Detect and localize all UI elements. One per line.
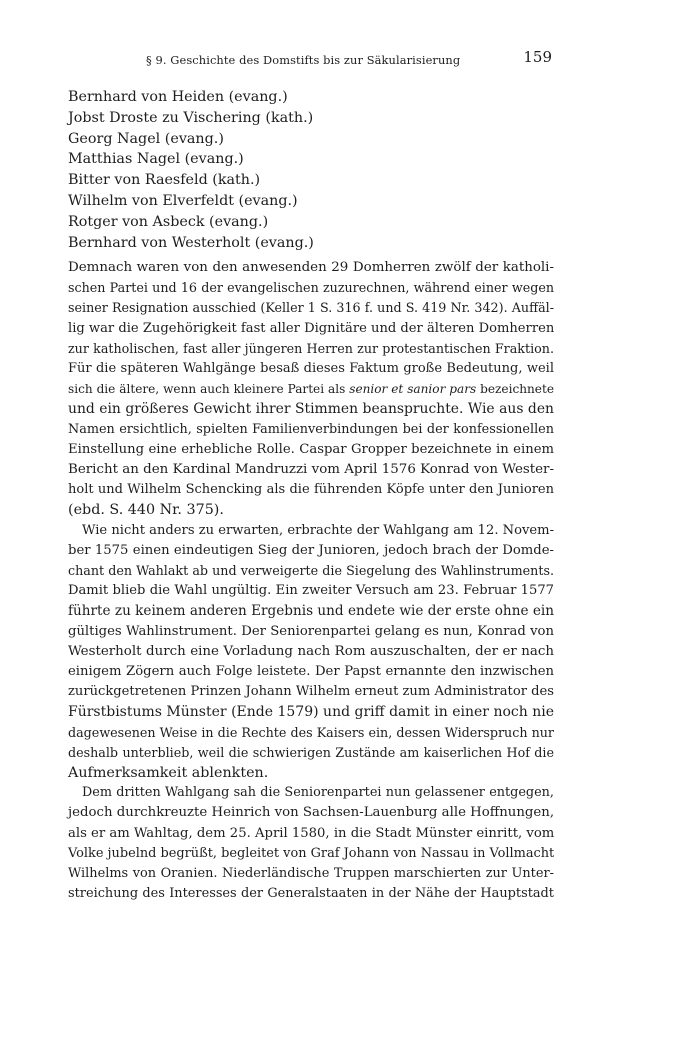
text-line: dagewesenen Weise in die Rechte des Kaisers ein, dessen Widerspruch nur bbox=[68, 724, 554, 740]
list-item: Bitter von Raesfeld (kath.) bbox=[68, 172, 261, 189]
latin-phrase: senior et sanior pars bbox=[349, 382, 477, 397]
list-item: Matthias Nagel (evang.) bbox=[68, 151, 244, 168]
text-line: zurückgetretenen Prinzen Johann Wilhelm erneut zum Administrator des bbox=[68, 684, 554, 700]
body-text bbox=[68, 258, 554, 905]
list-item: Georg Nagel (evang.) bbox=[68, 130, 224, 147]
text-line: schen Partei und 16 der evangelischen zuzurechnen, während einer wegen bbox=[68, 280, 554, 296]
text-line: Für die späteren Wahlgänge besaß dieses Faktum große Bedeutung, weil bbox=[68, 361, 554, 377]
text-line: Westerholt durch eine Vorladung nach Rom auszuschalten, der er nach bbox=[68, 643, 554, 659]
text-line: Bericht an den Kardinal Mandruzzi vom April 1576 Konrad von Wester- bbox=[68, 462, 554, 478]
list-item: Wilhelm von Elverfeldt (evang.) bbox=[68, 192, 298, 209]
running-header bbox=[68, 48, 554, 70]
text-line: Einstellung eine erhebliche Rolle. Caspar Gropper bezeichnete in einem bbox=[68, 441, 554, 457]
paragraph bbox=[68, 258, 554, 521]
text-line: und ein größeres Gewicht ihrer Stimmen beanspruchte. Wie aus den bbox=[68, 401, 554, 418]
list-item: Rotger von Asbeck (evang.) bbox=[68, 213, 269, 230]
text-line: (ebd. S. 440 Nr. 375). bbox=[68, 502, 224, 519]
list-item: Bernhard von Heiden (evang.) bbox=[68, 89, 288, 105]
text-line: seiner Resignation ausschied (Keller 1 S. 316 f. und S. 419 Nr. 342). Auffäl- bbox=[68, 300, 554, 316]
text-line: sich die ältere, wenn auch kleinere Partei als senior et sanior pars bezeichnete bbox=[68, 382, 554, 397]
list-item: Bernhard von Westerholt (evang.) bbox=[68, 234, 314, 251]
text-line: streichung des Interesses der Generalstaaten in der Nähe der Hauptstadt bbox=[68, 886, 554, 902]
text-line: holt und Wilhelm Schencking als die führenden Köpfe unter den Junioren bbox=[68, 482, 554, 498]
header-title: § 9. Geschichte des Domstifts bis zur Säkularisierung bbox=[146, 53, 461, 67]
text-line: zur katholischen, fast aller jüngeren Herren zur protestantischen Fraktion. bbox=[68, 340, 554, 356]
text-line: Volke jubelnd begrüßt, begleitet von Graf Johann von Nassau in Vollmacht bbox=[68, 845, 555, 861]
text-line: Wilhelms von Oranien. Niederländische Truppen marschierten zur Unter- bbox=[68, 866, 554, 882]
text-line: Fürstbistums Münster (Ende 1579) und griff damit in einer noch nie bbox=[68, 704, 554, 721]
text-line: Namen ersichtlich, spielten Familienverbindungen bei der konfessionellen bbox=[68, 421, 554, 437]
paragraph bbox=[68, 521, 554, 784]
text-line: Dem dritten Wahlgang sah die Seniorenpartei nun gelassener entgegen, bbox=[82, 785, 554, 801]
text-line: lig war die Zugehörigkeit fast aller Dignitäre und der älteren Domherren bbox=[68, 320, 555, 336]
text-line: Demnach waren von den anwesenden 29 Domherren zwölf der katholi- bbox=[68, 260, 554, 275]
text-line: Aufmerksamkeit ablenkten. bbox=[68, 765, 269, 782]
text-line: als er am Wahltag, dem 25. April 1580, in die Stadt Münster einritt, vom bbox=[68, 825, 555, 841]
page-number: 159 bbox=[523, 48, 552, 66]
text-line: jedoch durchkreuzte Heinrich von Sachsen-Lauenburg alle Hoffnungen, bbox=[68, 805, 555, 821]
text-line: führte zu keinem anderen Ergebnis und endete wie der erste ohne ein bbox=[68, 603, 554, 620]
text-line: deshalb unterblieb, weil die schwierigen Zustände am kaiserlichen Hof die bbox=[68, 744, 554, 760]
text-line: einigem Zögern auch Folge leistete. Der Papst ernannte den inzwischen bbox=[68, 664, 554, 680]
text-line: Damit blieb die Wahl ungültig. Ein zweiter Versuch am 23. Februar 1577 bbox=[68, 583, 554, 599]
text-line: ber 1575 einen eindeutigen Sieg der Junioren, jedoch brach der Domde- bbox=[68, 542, 554, 558]
text-line: gültiges Wahlinstrument. Der Seniorenpartei gelang es nun, Konrad von bbox=[68, 623, 554, 639]
paragraph bbox=[68, 783, 554, 904]
name-list bbox=[68, 87, 314, 253]
text-line: Wie nicht anders zu erwarten, erbrachte der Wahlgang am 12. Novem- bbox=[82, 522, 554, 538]
list-item: Jobst Droste zu Vischering (kath.) bbox=[68, 109, 314, 126]
text-line: chant den Wahlakt ab und verweigerte die Siegelung des Wahlinstruments. bbox=[68, 563, 554, 579]
